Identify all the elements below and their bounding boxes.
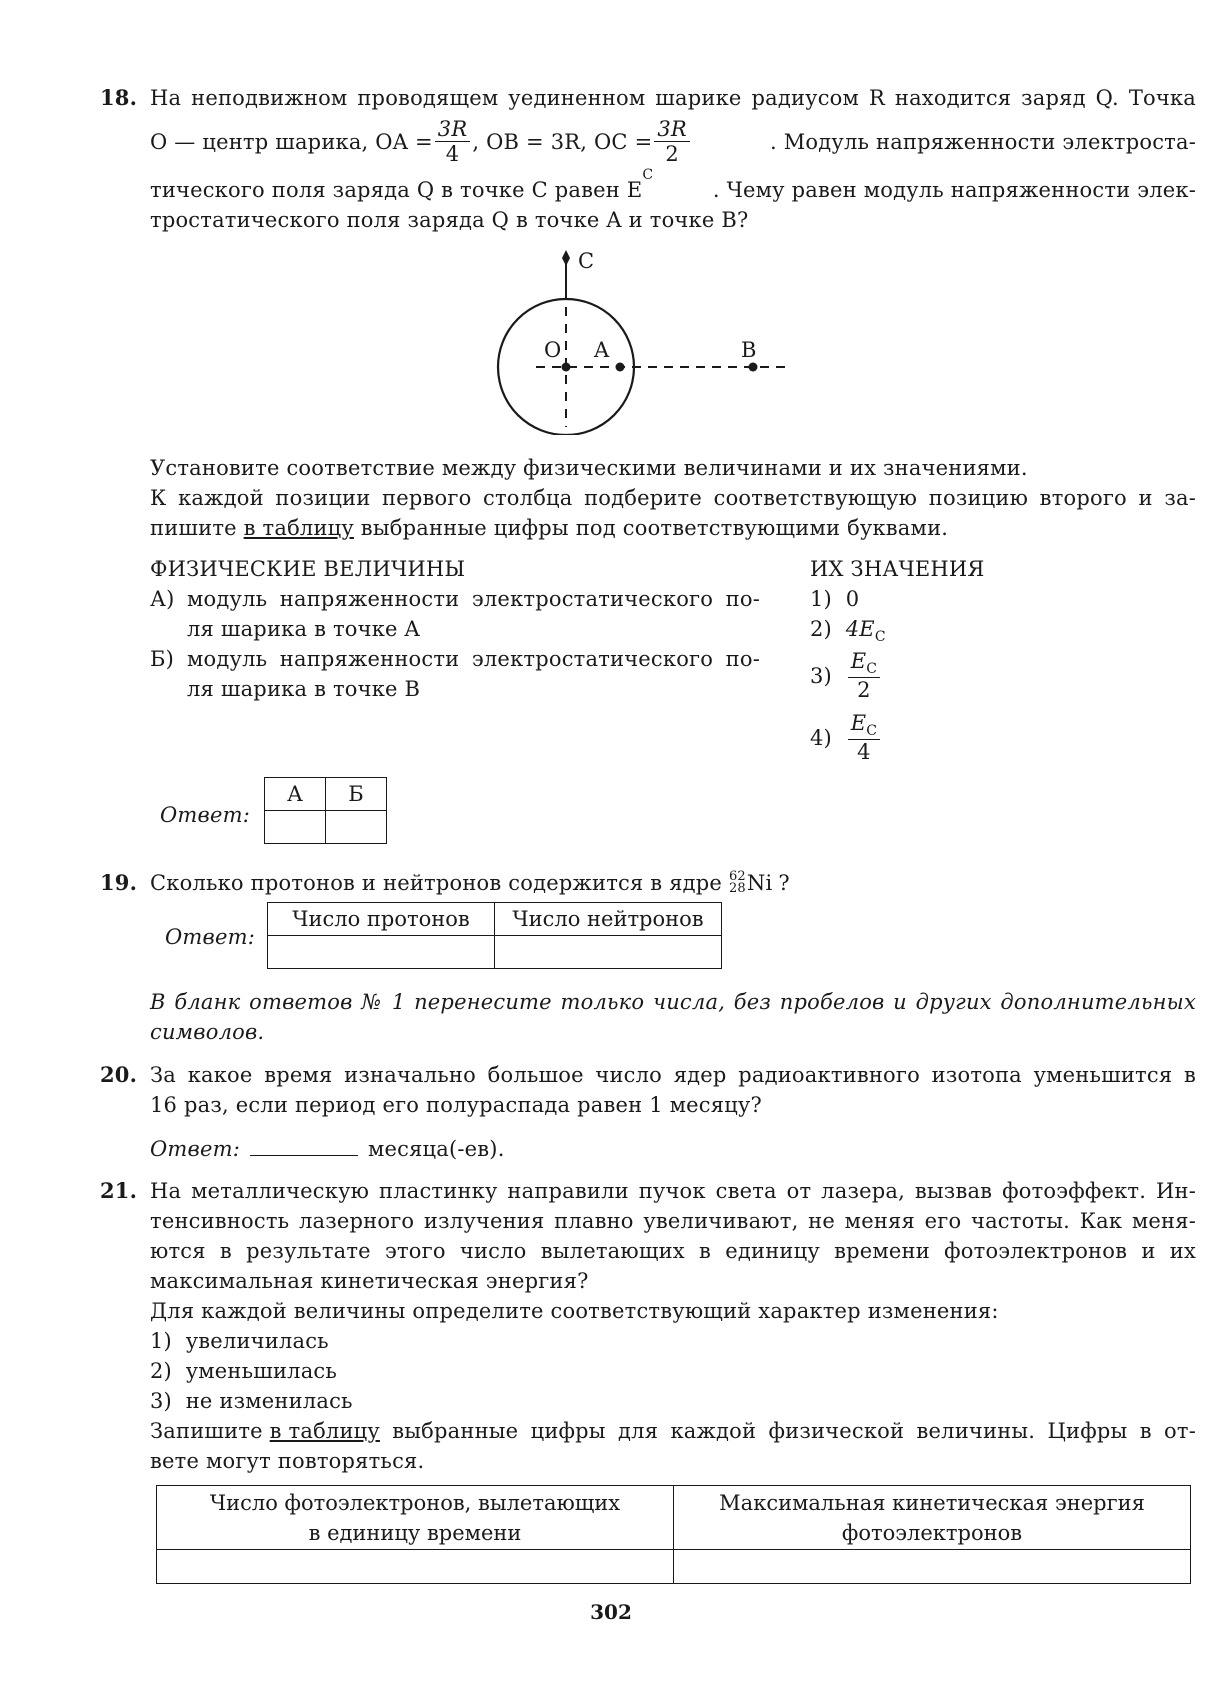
q20-number: 20.	[100, 1062, 138, 1087]
q20-line1: За какое время изначально большое число ядер радиоактивного изотопа уменьшится в	[150, 1063, 1196, 1087]
q19-qmark: ?	[778, 871, 790, 895]
q19-answer-table	[267, 902, 722, 969]
q21-col1-line1: Число фотоэлектронов, вылетающих	[209, 1490, 621, 1515]
right-item-4-num-e: E	[850, 710, 867, 735]
page-number: 302	[590, 1600, 632, 1624]
left-item-a-label: А)	[150, 587, 175, 611]
q21-col-kinetic-energy	[674, 1486, 1191, 1550]
q18-instr3	[150, 513, 948, 543]
label-o: O	[544, 338, 562, 362]
q21-line2: тенсивность лазерного излучения плавно увеличивают, не меняя его частоты. Как меня-	[150, 1209, 1196, 1233]
col-left-head: ФИЗИЧЕСКИЕ ВЕЛИЧИНЫ	[150, 557, 466, 581]
q20-answer-unit: месяца(-ев).	[367, 1137, 505, 1161]
q19-answer-label: Ответ:	[165, 925, 255, 949]
q20-answer-label: Ответ:	[150, 1137, 240, 1161]
frac-oc-den: 2	[665, 142, 679, 166]
q21-answer-table	[156, 1485, 1191, 1584]
q21-option-1: 1) увеличилась	[150, 1329, 329, 1353]
q18-line2	[150, 112, 1196, 172]
q21-line6-b: выбранные цифры для каждой физической величины. Цифры в от-	[379, 1419, 1196, 1443]
right-item-3	[810, 645, 882, 707]
right-item-4-num-sub: C	[866, 723, 878, 740]
col-right-head: ИХ ЗНАЧЕНИЯ	[810, 557, 985, 581]
q18-instr2: К каждой позиции первого столбца подберите соответствующую позицию второго и за-	[150, 486, 1196, 510]
frac-oc-num: 3R	[654, 119, 690, 142]
right-item-2-value: 4E	[845, 617, 875, 641]
q18-line3-sub: C	[642, 167, 654, 183]
q19-element: Ni	[746, 871, 773, 895]
q21-line4: максимальная кинетическая энергия?	[150, 1269, 589, 1293]
q18-answer-label: Ответ:	[160, 803, 250, 827]
q21-option-3: 3) не изменилась	[150, 1389, 353, 1413]
right-item-3-num-sub: C	[866, 661, 878, 678]
q21-line5: Для каждой величины определите соответствующий характер изменения:	[150, 1299, 999, 1323]
right-item-1	[810, 584, 859, 614]
right-item-1-label: 1)	[810, 587, 832, 611]
q21-answer-kinetic-energy[interactable]	[674, 1550, 1191, 1584]
q18-line1: На неподвижном проводящем уединенном шарике радиусом R находится заряд Q. Точка	[150, 86, 1196, 110]
left-item-a-line2: ля шарика в точке A	[187, 617, 420, 641]
right-item-3-num	[848, 648, 880, 678]
q18-col-a: А	[265, 778, 326, 811]
q18-line3-text: тического поля заряда Q в точке C равен E	[150, 178, 643, 202]
right-item-1-value: 0	[845, 587, 860, 611]
q19-question	[150, 868, 790, 898]
q19-note2: символов.	[150, 1020, 265, 1044]
right-item-4-den: 4	[857, 740, 871, 765]
q19-answer-protons[interactable]	[268, 936, 495, 969]
q19-col-neutrons: Число нейтронов	[495, 903, 722, 936]
point-b	[749, 363, 758, 372]
point-o	[562, 363, 571, 372]
q21-number: 21.	[100, 1178, 138, 1203]
frac-oa-den: 4	[445, 142, 460, 166]
label-a: A	[594, 338, 610, 362]
right-item-3-label: 3)	[810, 664, 832, 688]
left-item-b-line1: модуль напряженности электростатического по-	[187, 647, 760, 671]
q18-answer-table	[264, 777, 387, 844]
q18-answer-cell-b[interactable]	[326, 811, 387, 844]
instr3-underlined: в таблицу	[243, 516, 354, 540]
q18-line3-end: . Чему равен модуль напряженности элек-	[712, 178, 1196, 202]
q20-answer-blank[interactable]	[250, 1133, 358, 1156]
right-item-4	[810, 707, 882, 769]
q19-text: Сколько протонов и нейтронов содержится в ядре	[150, 871, 723, 895]
label-b: B	[741, 338, 757, 362]
q18-answer-cell-a[interactable]	[265, 811, 326, 844]
q19-number: 19.	[100, 870, 138, 895]
label-c: C	[578, 249, 595, 273]
q21-col2-line2: фотоэлектронов	[841, 1520, 1023, 1545]
q20-answer	[150, 1133, 505, 1164]
right-item-2-sub: C	[874, 629, 886, 646]
q18-line2-b: , OB = 3R, OC =	[472, 130, 653, 154]
point-a	[616, 363, 625, 372]
q21-line6	[150, 1416, 1196, 1446]
q18-figure	[490, 245, 810, 435]
q18-frac-oc	[654, 119, 690, 165]
q21-option-2: 2) уменьшилась	[150, 1359, 338, 1383]
q18-col-b: Б	[326, 778, 387, 811]
instr3-b: выбранные цифры под соответствующими буквами.	[353, 516, 949, 540]
left-item-b-label: Б)	[150, 647, 175, 671]
q19-answer-neutrons[interactable]	[495, 936, 722, 969]
q18-line2-c: . Модуль напряженности электроста-	[769, 130, 1196, 154]
q19-col-protons: Число протонов	[268, 903, 495, 936]
right-item-3-num-e: E	[850, 648, 867, 673]
right-item-2-label: 2)	[810, 617, 832, 641]
q19-note1: В бланк ответов № 1 перенесите только числа, без пробелов и других дополнительных	[150, 990, 1196, 1014]
right-item-4-label: 4)	[810, 726, 832, 750]
right-item-4-frac	[848, 710, 880, 765]
q21-line6-underlined: в таблицу	[269, 1419, 380, 1443]
right-item-4-num	[848, 710, 880, 740]
q19-mass: 62	[728, 869, 746, 884]
point-c	[562, 250, 570, 266]
q18-number: 18.	[100, 85, 138, 110]
q19-charge: 28	[728, 881, 746, 896]
right-item-3-frac	[848, 648, 880, 703]
left-item-a-line1: модуль напряженности электростатического по-	[187, 587, 760, 611]
q21-col2-line1: Максимальная кинетическая энергия	[719, 1490, 1145, 1515]
q19-nuclide-indices	[729, 871, 746, 895]
q18-frac-oa	[435, 119, 471, 165]
q21-col1-line2: в единицу времени	[308, 1520, 522, 1545]
q21-line3: ются в результате этого число вылетающих в единицу времени фотоэлектронов и их	[150, 1239, 1196, 1263]
left-item-b-line2: ля шарика в точке B	[187, 677, 421, 701]
q21-line7: вете могут повторяться.	[150, 1449, 425, 1473]
q21-line1: На металлическую пластинку направили пучок света от лазера, вызвав фотоэффект. Ин-	[150, 1179, 1196, 1203]
q21-line6-a: Запишите	[150, 1419, 270, 1443]
q18-line3	[150, 167, 1196, 205]
q18-line2-a: O — центр шарика, OA =	[150, 130, 433, 154]
instr3-a: пишите	[150, 516, 244, 540]
q18-line4: тростатического поля заряда Q в точке A и точке B?	[150, 208, 749, 232]
q21-col-photoelectrons	[157, 1486, 674, 1550]
frac-oa-num: 3R	[435, 119, 471, 142]
q21-answer-photoelectrons[interactable]	[157, 1550, 674, 1584]
q18-instr1: Установите соответствие между физическими величинами и их значениями.	[150, 456, 1028, 480]
right-item-3-den: 2	[857, 678, 871, 703]
q20-line2: 16 раз, если период его полураспада равен 1 месяцу?	[150, 1093, 762, 1117]
